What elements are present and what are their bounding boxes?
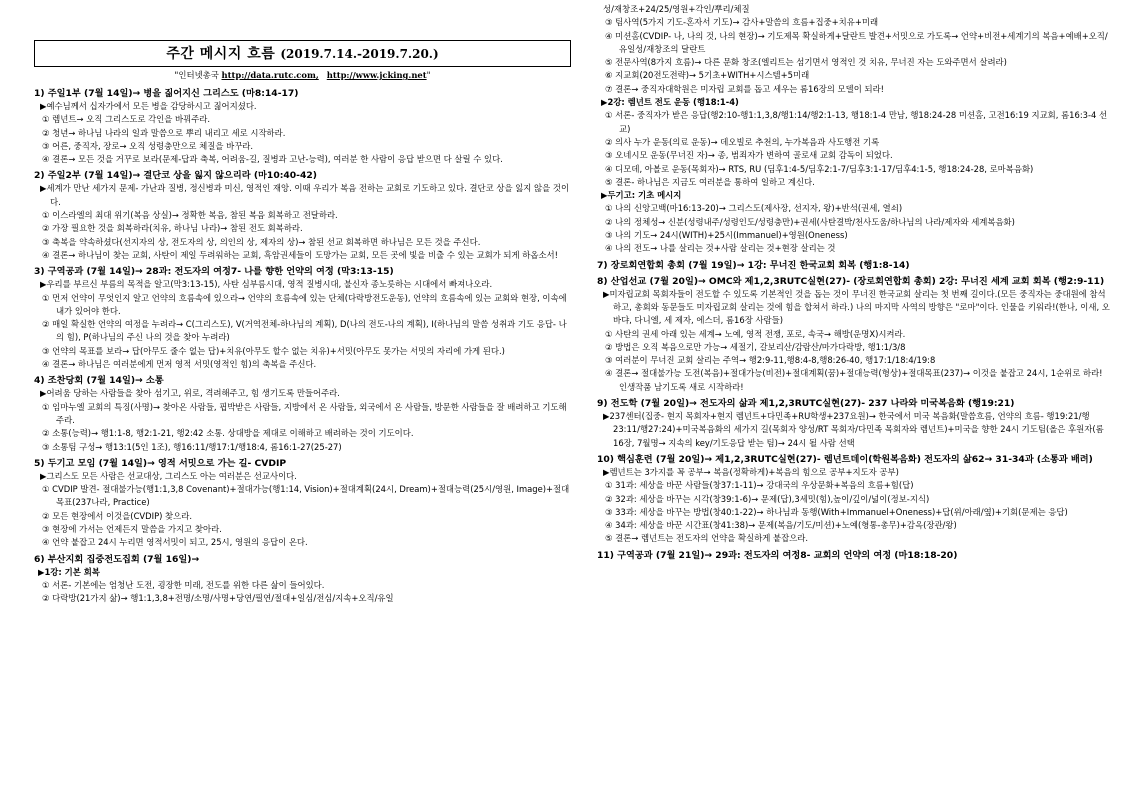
section-heading: 3) 구역공과 (7월 14일)→ 28과: 전도자의 여정7- 나를 향한 언약의 여정 (막3:13-15) [34, 266, 394, 278]
section [597, 259, 1112, 272]
text-line: ④ 결론→ 하나님은 여러분에게 먼저 영적 서밋(영적인 힘)의 축복을 주신다. [42, 359, 317, 370]
section [597, 3, 1112, 256]
text-line: ③ 소통팀 구성→ 행13:1(5인 1조), 행16:11/행17:1/행18:4, 롬16:1-27(25-27) [42, 441, 342, 452]
document-date: (2019.7.14.-2019.7.20.) [280, 47, 439, 61]
text-line: ③ 팀사역(5가지 기도-혼자서 기도)→ 감사+말씀의 흐름+집중+치유+미래 [605, 17, 879, 28]
text-line: ② 매일 확실한 언약의 여정을 누려라→ C(그리스도), V(거역전체-하나님의 계획), D(나의 전도-나의 계획), I(하나님의 말씀 성취과 기도 응답- 나의 힘), P(하나님의 주신 나의 것을 찾아 누려라) [42, 319, 567, 343]
text-line: ▶그리스도 모든 사람은 선교대상, 그리스도 아는 여러분은 선교사이다. [40, 470, 297, 481]
text-line: ④ 결론→ 하나님이 찾는 교회, 사탄이 제일 두려워하는 교회, 흑암권세들이 도망가는 교회, 모든 곳에 빛을 비출 수 있는 교회가 되게 하옵소서! [42, 249, 558, 260]
text-line: ① 이스라엘의 최대 위기(복음 상실)→ 정확한 복음, 참된 복음 회복하고 전달하라. [42, 210, 338, 221]
text-line: ① 임마누엘 교회의 특징(사명)→ 찾아온 사람들, 핍박받은 사람들, 지방에서 온 사람들, 외국에서 온 사람들, 방문한 사람들을 잘 배려하고 기도해주라. [42, 401, 567, 425]
text-line: ⑦ 결론→ 중직자대학원은 미자립 교회를 돕고 세우는 롬16장의 모델이 되라! [605, 83, 885, 94]
section-heading: 10) 핵심훈련 (7월 20일)→ 제1,2,3RUTC실현(27)- 렘넌트데이(학원복음화) 전도자의 삶62→ 31-34과 (소통과 배려) [597, 453, 1093, 465]
text-line: ④ 미션홈(CVDIP- 나, 나의 것, 나의 현장)→ 기도제목 확실하게+달란트 발견+서밋으로 가도록→ 언약+비전+세계기의 복음+예배+오직/유일성/재창조의 달란트 [605, 30, 1108, 54]
text-line: ④ 결론→ 절대불가능 도전(복음)+절대가능(비전)+절대계획(꿈)+절대능력(형상)+절대목표(237)→ 이것을 붙잡고 24시, 1순위로 하라! 인생작품 남기도록 새로 시작하라! [605, 368, 1103, 392]
text-line: ② 방법은 오직 복음으로만 가능→ 세절기, 갈보리산/감람산/마가다락방, 행1:1/3/8 [605, 341, 906, 352]
text-line: ▶어려움 당하는 사람들을 찾아 섬기고, 위로, 격려해주고, 힘 생기도록 만들어주라. [40, 388, 340, 399]
text-line: ▶우리를 부르신 부름의 목적을 알고(막3:13-15), 사탄 심부름시대, 영적 질병시대, 불신자 종노릇하는 시대에서 빠져나오라. [40, 279, 493, 290]
text-line: ② 32과: 세상을 바꾸는 시각(창39:1-6)→ 문제(답),3세밋(힘),높이/깊이/넓이(정보-지식) [605, 493, 930, 504]
subsection-heading: ▶두기고: 기초 메시지 [601, 190, 682, 201]
text-line: ② 나의 정체성→ 신분(성령내주/성령인도/성령충만)+권세(사탄결박/천사도움/하나님의 나라/제자와 세계복음화) [605, 216, 1015, 227]
subsection-heading: ▶2강: 렘넌트 전도 운동 (행18:1-4) [601, 97, 739, 108]
section-heading: 2) 주일2부 (7월 14일)→ 결단코 상을 잃지 않으리라 (마10:40-42) [34, 170, 317, 182]
text-line: ③ 축복을 약속하셨다(선지자의 상, 전도자의 상, 의인의 상, 제자의 상)→ 참된 선교 회복하면 하나님은 모든 것을 주신다. [42, 236, 481, 247]
text-line: ③ 어른, 중직자, 장로→ 오직 성령충만으로 체질을 바꾸라. [42, 140, 254, 151]
text-line: ② 청년→ 하나님 나라의 일과 말씀으로 뿌리 내리고 세로 시작하라. [42, 127, 286, 138]
section [34, 169, 571, 262]
left-column [34, 0, 571, 606]
text-line: ① 31과: 세상을 바꾼 사람들(창37:1-11)→ 강대국의 우상문화+복음의 흐름+힘(답) [605, 480, 914, 491]
section [34, 87, 571, 166]
text-line: ④ 나의 전도→ 나를 살리는 것+사람 살리는 것+현장 살리는 것 [605, 243, 836, 254]
text-line: ① 서론- 중직자가 받은 응답(행2:10-행1:1,3,8/행1:14/행2:1-13, 행18:1-4 만남, 행18:24-28 미션홈, 고전16:19 지교회, 롬16:3-4 선교) [605, 110, 1108, 134]
section-heading: 4) 조찬당회 (7월 14일)→ 소통 [34, 375, 164, 387]
text-line: ⑤ 결론→ 렘넌트는 전도자의 언약을 확실하게 붙잡으라. [605, 533, 809, 544]
section [597, 275, 1112, 394]
text-line: ④ 결론→ 모든 것을 거꾸로 보라(문제-답과 축복, 어려움-길, 질병과 고난-능력), 여러분 한 사람이 응답 받으면 다 살릴 수 있다. [42, 154, 503, 165]
text-line: ① 먼저 언약이 무엇인지 알고 언약의 흐름속에 있으라→ 언약의 흐름속에 있는 단체(다락방전도운동), 언약의 흐름속에 있는 교회와 현장, 이속에 내가 있어야 한다. [42, 292, 567, 316]
text-line: ▶렘넌트는 3가지를 꼭 공부→ 복음(정확하게)+복음의 힘으로 공부+지도자 공부) [603, 466, 899, 477]
text-line: ② 소통(능력)→ 행1:1-8, 행2:1-21, 행2:42 소통. 상대방을 제대로 이해하고 배려하는 것이 기도이다. [42, 428, 414, 439]
text-line: ⑤ 결론- 하나님은 지금도 여러분을 통하여 일하고 계신다. [605, 176, 815, 187]
source-suffix: " [426, 70, 431, 80]
section [34, 553, 571, 606]
source-link-2[interactable]: http://www.jcking.net [326, 70, 427, 80]
source-line [34, 69, 571, 81]
text-line: ① 사탄의 권세 아래 있는 세계→ 노예, 영적 전쟁, 포로, 속국→ 해방(운명X)시켜라. [605, 328, 906, 339]
text-line: ③ 오네시모 운동(무너진 자)→ 종, 범죄자가 변하여 골로새 교회 감독이 되었다. [605, 150, 893, 161]
text-line: ⑥ 지교회(20전도전략)→ 5기초+WITH+시스템+5미래 [605, 70, 810, 81]
text-line: ② 다락방(21가지 삶)→ 행1:1,3,8+전명/소명/사명+당연/필연/절대+일심/전심/지속+오직/유일 [42, 593, 394, 604]
title-box [34, 40, 571, 67]
text-line: ▶237센터(집중- 현지 목회자+현지 렘넌트+다민족+RU학생+237요원)→ 한국에서 미국 복음화(말씀흐름, 언약의 흐름- 행19:21/행23:11/행27:24)+미국복음화의 세가지 길(목회자 양성/RT 목회자/다민족 목회자와 렘넌트)+미국을 향한 24시 기도팀(올은 후원자(롬16장, 7월명→ 지속의 key/기도응답 받는 팀)→ 24시 될 사람 선택 [603, 411, 1104, 448]
subsection-heading: ▶1강: 기본 회복 [38, 566, 100, 577]
text-line: ⑤ 전문사역(8가지 흐름)→ 다른 문화 창조(엘리트는 섬기면서 영적인 것 치유, 무너진 자는 도와주면서 살려라) [605, 57, 1007, 68]
text-line: ▶세계가 만난 세가지 문제- 가난과 질병, 정신병과 미신, 영적인 재앙. 이때 우리가 복음 전하는 교회로 기도하고 있다. 결단코 상을 잃지 않을 것이다. [40, 183, 570, 207]
text-line: ③ 현장에 가서는 언제든지 말씀을 가지고 찾아라. [42, 524, 222, 535]
text-line: ② 의사 누가 운동(의료 운동)→ 데오빌로 추천의, 누가복음과 사도행전 기록 [605, 136, 880, 147]
text-line: ④ 언약 붙잡고 24시 누리면 영적서밋이 되고, 25시, 영원의 응답이 온다. [42, 537, 308, 548]
section [34, 265, 571, 371]
text-line: ③ 나의 기도→ 24시(WITH)+25시(Immanuel)+영원(Oneness) [605, 230, 848, 241]
section-heading: 6) 부산지회 집중전도집회 (7월 16일)→ [34, 553, 200, 565]
document-title: 주간 메시지 흐름 [166, 46, 276, 62]
section [34, 457, 571, 550]
text-line: ▶미자립교회 목회자들이 전도할 수 있도록 기본적인 것을 돕는 것이 무너진 한국교회 살리는 첫 번째 길이다.(모든 중직자는 중대원에 참석하고, 총회와 동문들도 미자립교회 살리는 것에 힘을 합쳐서 하라.) 나의 마지막 사역의 방향은 "로마"이다. 인물을 키워라!(한나, 이새, 오바댜, 다니엘, 세 제자, 에스더, 롬16장 사람들) [603, 288, 1110, 326]
section-heading: 8) 산업선교 (7월 20일)→ OMC와 제1,2,3RUTC실현(27)- (장로회연합회 총회) 2강: 무너진 세계 교회 회복 (행2:9-11) [597, 275, 1105, 287]
text-line: ② 가장 필요한 것을 회복하라(치유, 하나님 나라)→ 참된 전도 회복하라. [42, 223, 303, 234]
section-heading: 7) 장로회연합회 총회 (7월 19일)→ 1강: 무너진 한국교회 회복 (행1:8-14) [597, 259, 910, 271]
section-heading: 11) 구역공과 (7월 21일)→ 29과: 전도자의 여정8- 교회의 언약의 여정 (마18:18-20) [597, 549, 958, 561]
text-line: ② 모든 현장에서 이것을(CVDIP) 찾으라. [42, 510, 192, 521]
text-line: ③ 33과: 세상을 바꾸는 방법(창40:1-22)→ 하나님과 동행(With+Immanuel+Oneness)+답(위/아래/옆)+기회(문제는 응답) [605, 506, 1068, 517]
source-prefix: "인터넷총국 [174, 70, 219, 80]
section-heading: 1) 주일1부 (7월 14일)→ 병을 짊어지신 그리스도 (마8:14-17) [34, 88, 299, 99]
right-column [597, 0, 1112, 562]
text-line: ③ 언약의 목표를 보라→ 답(아무도 줄수 없는 답)+치유(아무도 할수 없는 치유)+서밋(아무도 못가는 서밋의 자리에 가게 된다.) [42, 345, 505, 356]
section [597, 397, 1112, 450]
text-line: ③ 여러분이 무너진 교회 살리는 주역→ 행2:9-11,행8:4-8,행8:26-40, 행17:1/18:4/19:8 [605, 355, 936, 366]
text-line: ① 나의 신앙고백(마16:13-20)→ 그리스도(제사장, 선지자, 왕)+반석(권세, 열쇠) [605, 203, 903, 214]
text-line: ④ 34과: 세상을 바꾼 시간표(창41:38)→ 문제(복음/기도/미션)+노예(형통-총무)+감옥(장관/왕) [605, 520, 957, 531]
section [597, 453, 1112, 546]
text-line: ④ 디모데, 아볼로 운동(목회자)→ RTS, RU (딤후1:4-5/딤후2:1-7/딤후3:1-17/딤후4:1-5, 행18:24-28, 로마복음화) [605, 163, 1034, 174]
section [597, 549, 1112, 562]
source-link-1[interactable]: http://data.rutc.com, [221, 70, 319, 80]
section-heading: 9) 전도학 (7월 20일)→ 전도자의 삶과 제1,2,3RUTC실현(27)- 237 나라와 미국복음화 (행19:21) [597, 398, 1015, 410]
text-line: ▶예수님께서 십자가에서 모든 병을 감당하시고 짊어지셨다. [40, 101, 257, 111]
text-line: ① CVDIP 발견- 절대불가능(행1:1,3,8 Covenant)+절대가능(행1:14, Vision)+절대계획(24시, Dream)+절대능력(25시/영원, Image)+절대목표(237나라, Practice) [42, 484, 570, 508]
text-line: ① 서론- 기본에는 엄청난 도전, 굉장한 미래, 전도를 위한 다른 삶이 들어있다. [42, 579, 325, 590]
text-line: 성/재창조+24/25/영원+각인/뿌리/체질 [603, 4, 750, 14]
section-heading: 5) 두기고 모임 (7월 14일)→ 영적 서밋으로 가는 길- CVDIP [34, 457, 287, 469]
text-line: ① 렘넌트→ 오직 그리스도로 각인을 바꿔주라. [42, 114, 211, 125]
section [34, 374, 571, 453]
